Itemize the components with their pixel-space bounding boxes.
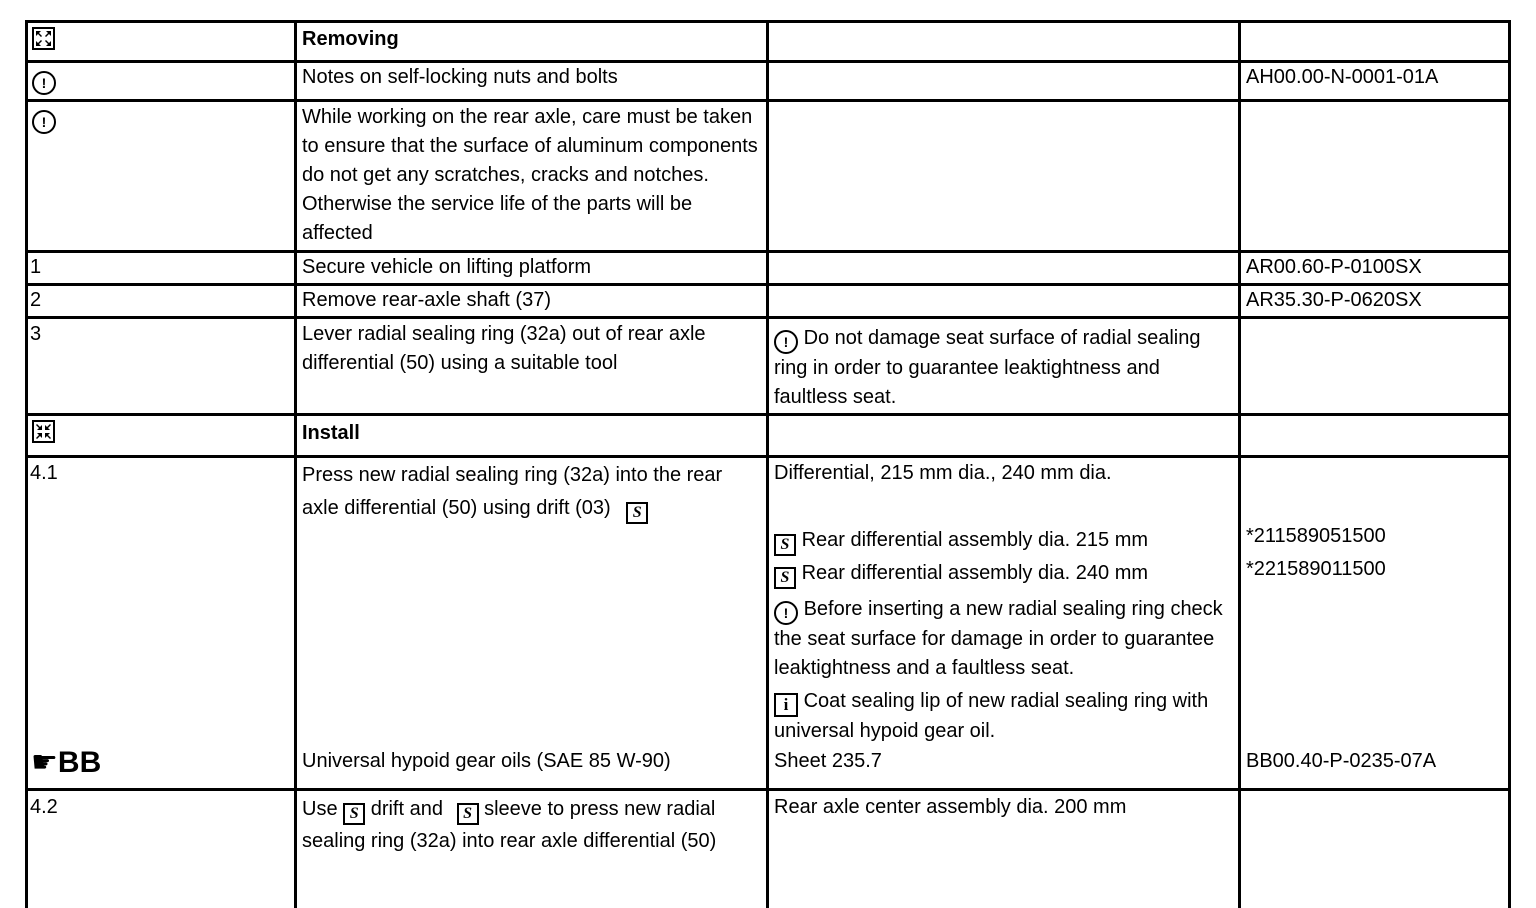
tool1-label: Rear differential assembly dia. 215 mm [801,529,1149,551]
step41-spec: Differential, 215 mm dia., 240 mm dia. [774,462,1112,484]
work-instructions-table [25,20,1511,908]
step41-note-text: Before inserting a new radial sealing ring check the seat surface for damage in order to guarantee leaktightness and a faultless seat. [774,598,1223,679]
caution-icon-cell [32,104,56,134]
step41-note [774,595,1234,683]
special-tool-icon: S [343,803,365,825]
step-number: 2 [30,289,42,311]
row-divider [28,413,1508,416]
column-divider [1238,23,1241,908]
row-divider [28,99,1508,102]
row-divider [28,316,1508,319]
step-number: 3 [30,323,42,345]
caution-circle-icon: ! [32,71,56,95]
special-tool-icon: S [774,534,796,556]
step41-tool2 [774,559,1148,589]
notes-nuts-text: Notes on self-locking nuts and bolts [302,66,618,88]
tool2-label: Rear differential assembly dia. 240 mm [801,562,1149,584]
step3-note [774,324,1224,412]
step42-sleeve: sleeve to press new radial sealing ring (32a) into rear axle differential (50) [302,798,717,852]
step2-ref: AR35.30-P-0620SX [1246,289,1422,311]
column-divider [766,23,769,908]
step1-ref: AR00.60-P-0100SX [1246,256,1422,278]
step41-tool2-ref: *221589011500 [1246,558,1386,580]
step-number: 1 [30,256,42,278]
bb-ref: BB00.40-P-0235-07A [1246,750,1437,772]
row-divider [28,455,1508,458]
step41-tool1 [774,526,1148,556]
column-divider [294,23,297,908]
bb-sheet: Sheet 235.7 [774,750,882,772]
bb-label: BB [57,746,102,779]
step41-info-text: Coat sealing lip of new radial sealing ring with universal hypoid gear oil. [774,690,1209,742]
special-tool-icon: S [457,803,479,825]
special-tool-icon: S [774,567,796,589]
notes-nuts-ref: AH00.00-N-0001-01A [1246,66,1439,88]
step2-text: Remove rear-axle shaft (37) [302,289,551,311]
step-number: 4.1 [30,462,58,484]
caution-circle-icon: ! [32,110,56,134]
caution-icon-cell [32,65,56,95]
step42-drift: drift and [370,798,443,820]
pointing-hand-icon: ☛ [31,746,58,779]
expand-arrows-icon [32,27,55,50]
caution-circle-icon: ! [774,601,798,625]
section-title-install: Install [302,422,360,444]
step42-use: Use [302,798,338,820]
step1-text: Secure vehicle on lifting platform [302,256,592,278]
step41-tool1-ref: *211589051500 [1246,525,1386,547]
step41-text-body: Press new radial sealing ring (32a) into the rear axle differential (50) using drift (03) [302,464,723,519]
caution-circle-icon: ! [774,330,798,354]
info-icon: i [774,693,798,717]
removing-icon-cell [32,27,55,56]
step-number: 4.2 [30,796,58,818]
bb-label-cell [31,747,101,781]
install-icon-cell [32,420,55,449]
step42-spec: Rear axle center assembly dia. 200 mm [774,796,1127,818]
bb-text: Universal hypoid gear oils (SAE 85 W-90) [302,750,671,772]
row-divider [28,788,1508,791]
step42-text [302,793,742,857]
step41-text [302,459,742,525]
aluminum-note-text: While working on the rear axle, care must be taken to ensure that the surface of aluminum components do not get any scratches, cracks and notches. Otherwise the service life of the parts will be affected [302,106,758,244]
collapse-arrows-icon [32,420,55,443]
special-tool-icon: S [626,502,648,524]
step41-info [774,687,1234,746]
step3-text: Lever radial sealing ring (32a) out of rear axle differential (50) using a suitable tool [302,323,706,374]
step3-note-text: Do not damage seat surface of radial sealing ring in order to guarantee leaktightness and faultless seat. [774,327,1201,408]
section-title-removing: Removing [302,28,399,50]
